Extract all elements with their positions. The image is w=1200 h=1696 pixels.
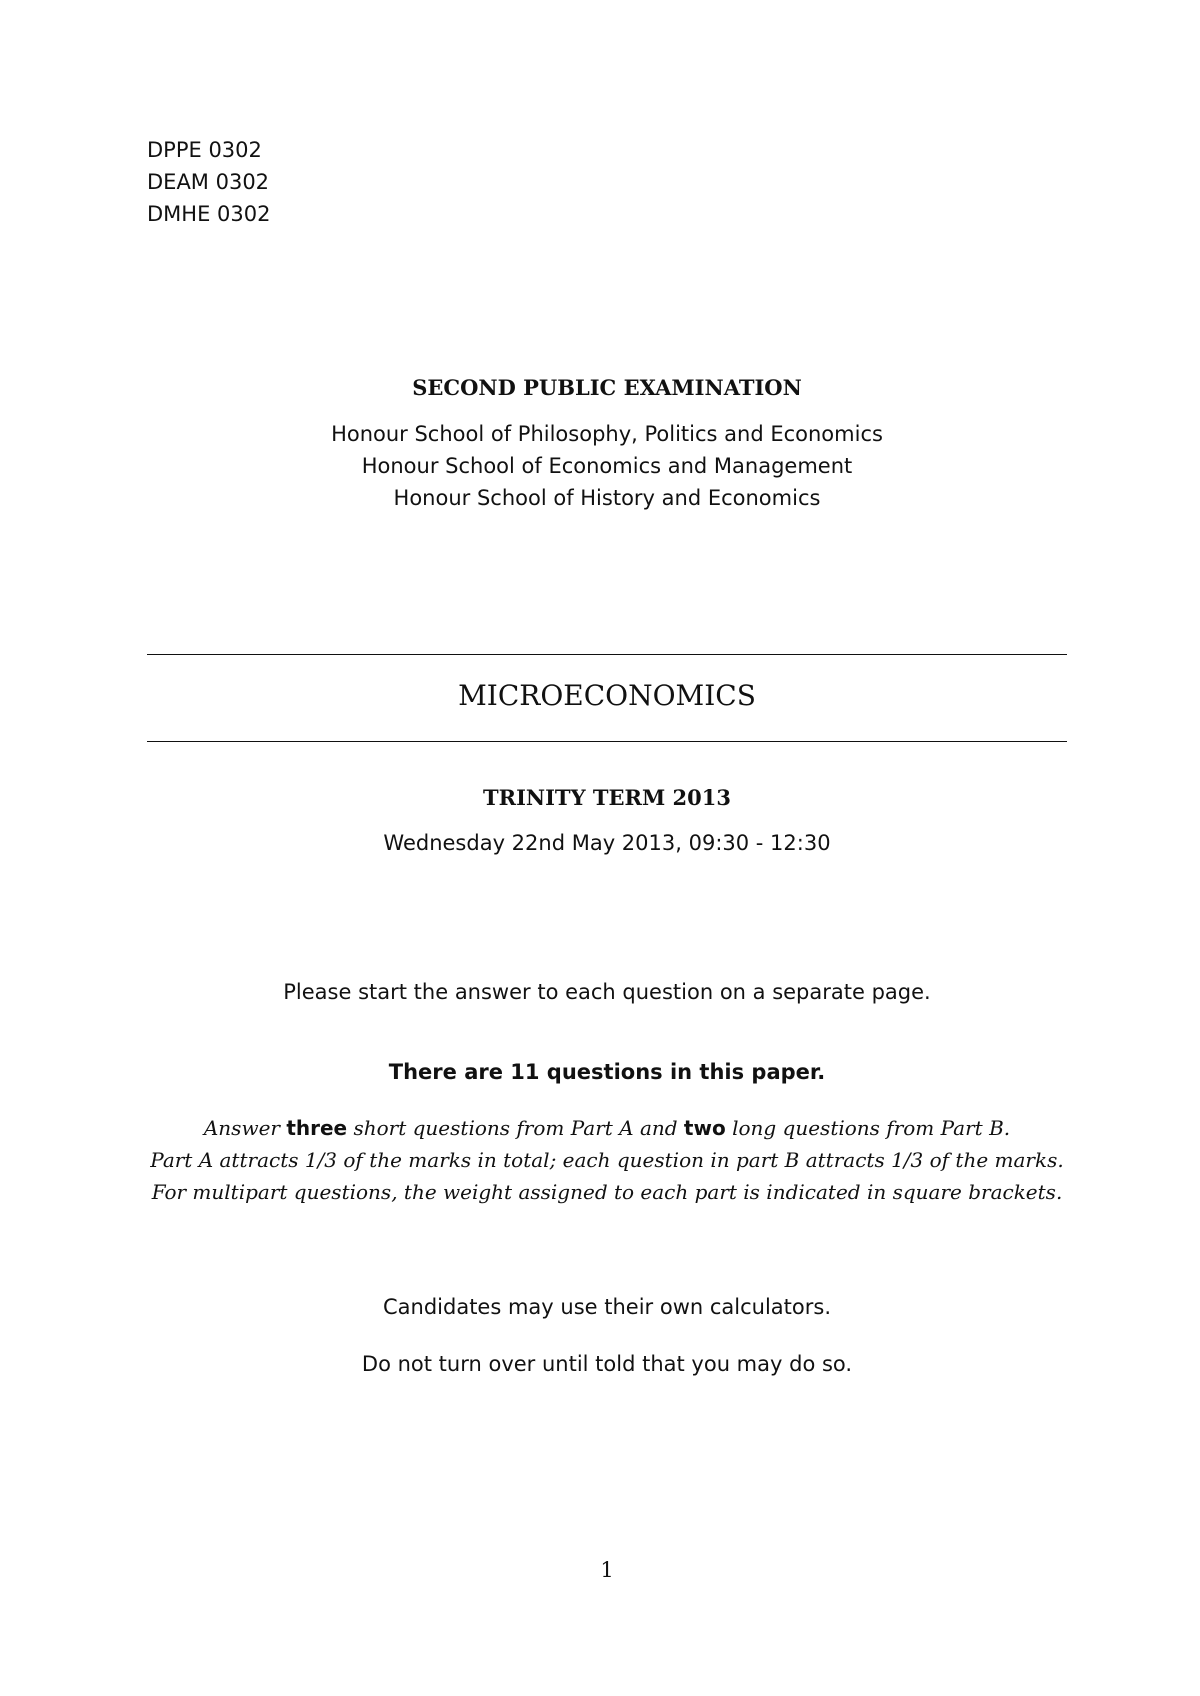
school-name: Honour School of History and Economics	[393, 486, 821, 510]
exam-date-time: Wednesday 22nd May 2013, 09:30 - 12:30	[383, 831, 831, 855]
rubric-answer-prefix: Answer	[203, 1116, 280, 1140]
school-name: Honour School of Economics and Management	[361, 454, 853, 478]
question-count: There are 11 questions in this paper.	[388, 1060, 826, 1084]
rubric-answer-mid: short questions from Part A and	[353, 1116, 678, 1140]
turn-over-note: Do not turn over until told that you may do so.	[361, 1352, 853, 1376]
calculators-note: Candidates may use their own calculators.	[382, 1295, 831, 1319]
school-list	[147, 418, 1067, 514]
rubric-answer-three: three	[286, 1116, 348, 1140]
paper-code: DPPE 0302	[147, 138, 262, 162]
paper-code: DEAM 0302	[147, 170, 270, 194]
subject-title: MICROECONOMICS	[458, 679, 756, 712]
exam-heading: SECOND PUBLIC EXAMINATION	[412, 375, 802, 400]
paper-code: DMHE 0302	[147, 202, 271, 226]
title-rule-top	[147, 654, 1067, 655]
school-name: Honour School of Philosophy, Politics and Economics	[331, 422, 883, 446]
title-rule-bottom	[147, 741, 1067, 742]
start-instruction: Please start the answer to each question on a separate page.	[283, 980, 931, 1004]
rubric	[147, 1112, 1067, 1208]
rubric-answer-two: two	[683, 1116, 726, 1140]
paper-codes	[147, 134, 270, 230]
exam-term: TRINITY TERM 2013	[483, 785, 731, 810]
rubric-marks-line: Part A attracts 1/3 of the marks in total; each question in part B attracts 1/3 of the marks.	[150, 1148, 1064, 1172]
rubric-answer-line	[147, 1112, 1067, 1144]
rubric-answer-suffix: long questions from Part B.	[732, 1116, 1011, 1140]
rubric-weights-line: For multipart questions, the weight assigned to each part is indicated in square brackets.	[151, 1180, 1063, 1204]
page-number: 1	[600, 1558, 614, 1582]
